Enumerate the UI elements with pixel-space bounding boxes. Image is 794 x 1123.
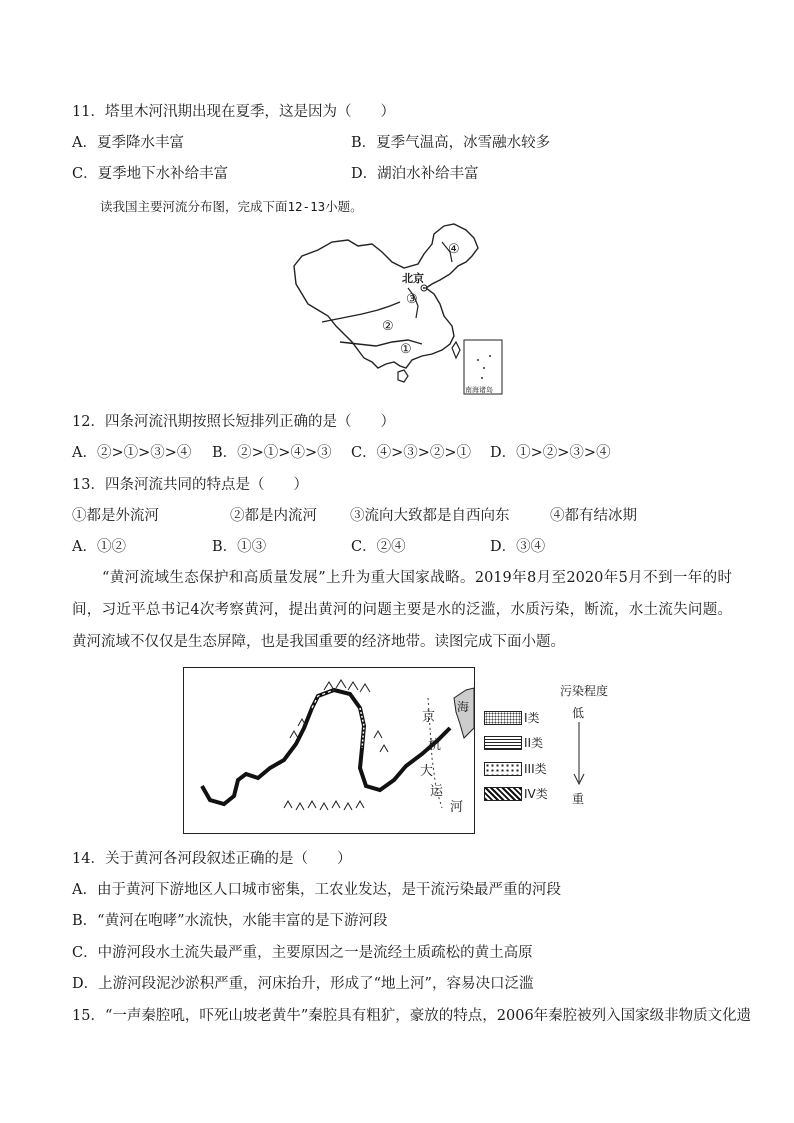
q13-statement-1: ①都是外流河 [72,508,159,524]
legend-title: 污染程度 [560,684,609,698]
legend-high-label: 重 [572,792,585,806]
river-label-1: ① [400,342,412,357]
canal-char-5: 河 [450,800,464,815]
legend-label-1: I类 [524,711,540,725]
q11-stem: 11．塔里木河汛期出现在夏季，这是因为（ ） [72,104,395,120]
q13-statement-4: ④都有结冰期 [550,508,637,524]
legend-swatch-1 [484,711,522,725]
q11-option-c: C．夏季地下水补给丰富 [72,166,229,182]
q14-option-a: A．由于黄河下游地区人口城市密集，工农业发达，是干流污染最严重的河段 [72,882,561,898]
taiwan-island [452,342,460,358]
q14-option-d: D．上游河段泥沙淤积严重，河床抬升，形成了“地上河”，容易决口泛滥 [72,976,534,992]
legend-label-4: IV类 [524,787,548,801]
yellow-river-passage: “黄河流域生态保护和高质量发展”上升为重大国家战略。2019年8月至2020年5月不到一年的时间，习近平总书记4次考察黄河，提出黄河的问题主要是水的泛滥，水质污染，断流，水土流失问题。黄河流域不仅仅是生态屏障，也是我国重要的经济地带。读图完成下面小题。 [72,570,732,650]
china-rivers-map [282,222,507,400]
q13-statement-2: ②都是内流河 [230,508,317,524]
canal-char-4: 运 [430,784,444,799]
q14-stem: 14．关于黄河各河段叙述正确的是（ ） [72,851,352,867]
q13-option-d: D．③④ [490,539,546,555]
q15-stem: 15．“一声秦腔吼，吓死山坡老黄牛”秦腔具有粗犷，豪放的特点，2006年秦腔被列入国家级非物质文化遗 [72,1008,752,1024]
sea-label: 海 [457,700,470,714]
q13-option-c: C．②④ [351,539,406,555]
yellow-river-course [202,690,450,804]
q11-option-b: B．夏季气温高，冰雪融水较多 [351,135,551,151]
china-map-graphic [282,222,507,400]
q11-option-d: D．湖泊水补给丰富 [351,166,479,182]
legend-label-2: II类 [524,736,544,750]
canal-char-2: 杭 [428,738,442,753]
q12-option-d: D．①>②>③>④ [490,445,611,461]
mountain-icons [284,680,388,810]
canal-char-1: 京 [422,710,436,725]
intro-12-13: 读我国主要河流分布图，完成下面12-13小题。 [100,199,363,214]
river-label-3: ③ [406,292,418,307]
q12-option-b: B．②>①>④>③ [212,445,332,461]
beijing-label: 北京 [402,272,424,285]
q12-option-a: A．②>①>③>④ [72,445,192,461]
legend-swatch-4 [484,787,522,801]
q11-option-a: A．夏季降水丰富 [72,135,184,151]
legend-swatch-3 [484,762,522,776]
river-label-4: ④ [448,242,460,257]
legend-label-3: III类 [524,762,547,776]
q14-option-b: B．“黄河在咆哮”水流快，水能丰富的是下游河段 [72,913,388,929]
q13-stem: 13．四条河流共同的特点是（ ） [72,477,308,493]
q13-option-a: A．①② [72,539,126,555]
q14-option-c: C．中游河段水土流失最严重，主要原因之一是流经土质疏松的黄土高原 [72,945,533,961]
inset-label: 南海诸岛 [465,386,493,394]
legend-low-label: 低 [572,706,585,720]
q12-option-c: C．④>③>②>① [351,445,472,461]
q13-statement-3: ③流向大致都是自西向东 [350,508,510,524]
q13-option-b: B．①③ [212,539,267,555]
hainan-island [398,370,408,382]
arrow-down-icon [572,722,586,786]
canal-char-3: 大 [420,764,434,779]
river-label-2: ② [382,319,394,334]
q12-stem: 12．四条河流汛期按照长短排列正确的是（ ） [72,414,395,430]
legend-swatch-2 [484,736,522,750]
yellow-river-pollution-map [183,667,475,834]
